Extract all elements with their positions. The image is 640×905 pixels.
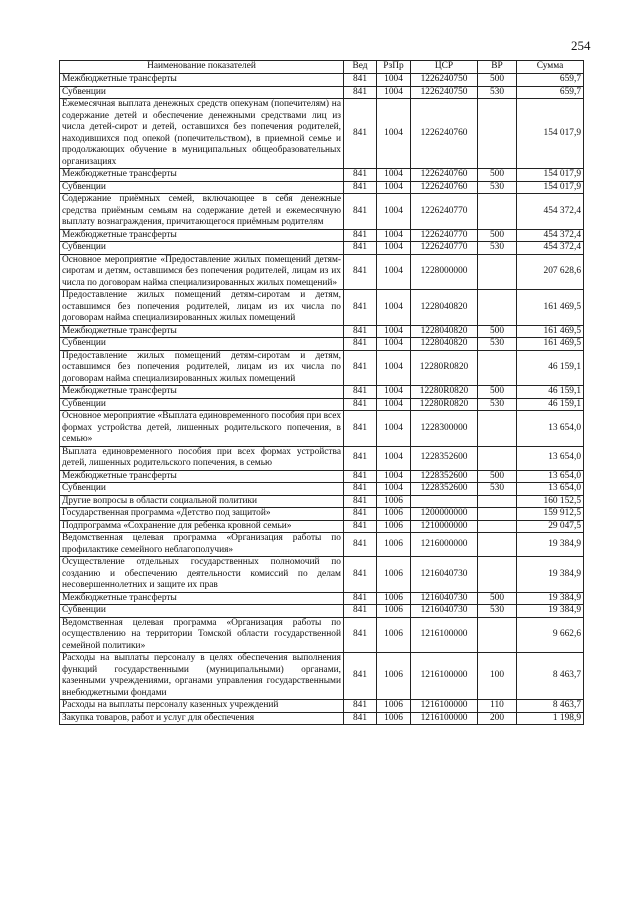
table-row bbox=[60, 653, 584, 700]
cell-rzpr: 1004 bbox=[377, 74, 411, 87]
cell-rzpr: 1004 bbox=[377, 99, 411, 169]
cell-sum: 454 372,4 bbox=[517, 229, 584, 242]
cell-sum: 160 152,5 bbox=[517, 495, 584, 508]
table-row bbox=[60, 194, 584, 230]
cell-vr: 500 bbox=[478, 229, 517, 242]
cell-name: Межбюджетные трансферты bbox=[60, 325, 344, 338]
cell-ved: 841 bbox=[344, 592, 377, 605]
table-row bbox=[60, 470, 584, 483]
cell-name: Межбюджетные трансферты bbox=[60, 74, 344, 87]
cell-rzpr: 1004 bbox=[377, 169, 411, 182]
page-number: 254 bbox=[571, 38, 591, 53]
cell-vr: 530 bbox=[478, 483, 517, 496]
header-csr: ЦСР bbox=[411, 61, 478, 74]
cell-vr bbox=[478, 194, 517, 230]
table-row bbox=[60, 254, 584, 290]
header-rzpr: РзПр bbox=[377, 61, 411, 74]
cell-vr: 500 bbox=[478, 592, 517, 605]
cell-ved: 841 bbox=[344, 181, 377, 194]
cell-rzpr: 1004 bbox=[377, 290, 411, 326]
cell-sum: 9 662,6 bbox=[517, 617, 584, 653]
cell-rzpr: 1004 bbox=[377, 446, 411, 470]
cell-ved: 841 bbox=[344, 254, 377, 290]
cell-name: Государственная программа «Детство под защитой» bbox=[60, 508, 344, 521]
cell-csr: 1216040730 bbox=[411, 592, 478, 605]
cell-sum: 207 628,6 bbox=[517, 254, 584, 290]
table-row bbox=[60, 386, 584, 399]
cell-csr: 1226240760 bbox=[411, 99, 478, 169]
table-row bbox=[60, 74, 584, 87]
cell-ved: 841 bbox=[344, 508, 377, 521]
cell-sum: 29 047,5 bbox=[517, 520, 584, 533]
cell-name: Расходы на выплаты персоналу казенных учреждений bbox=[60, 700, 344, 713]
cell-vr: 500 bbox=[478, 325, 517, 338]
cell-ved: 841 bbox=[344, 617, 377, 653]
cell-rzpr: 1006 bbox=[377, 557, 411, 593]
table-row bbox=[60, 508, 584, 521]
cell-csr: 1216040730 bbox=[411, 557, 478, 593]
table-row bbox=[60, 520, 584, 533]
table-row bbox=[60, 86, 584, 99]
cell-name: Межбюджетные трансферты bbox=[60, 386, 344, 399]
cell-sum: 19 384,9 bbox=[517, 605, 584, 618]
cell-csr: 1216100000 bbox=[411, 712, 478, 725]
cell-name: Закупка товаров, работ и услуг для обеспечения bbox=[60, 712, 344, 725]
table-row bbox=[60, 557, 584, 593]
cell-rzpr: 1004 bbox=[377, 483, 411, 496]
cell-sum: 13 654,0 bbox=[517, 470, 584, 483]
cell-sum: 19 384,9 bbox=[517, 557, 584, 593]
table-row bbox=[60, 533, 584, 557]
cell-csr: 1228040820 bbox=[411, 290, 478, 326]
cell-csr: 1226240760 bbox=[411, 169, 478, 182]
cell-name: Субвенции bbox=[60, 242, 344, 255]
cell-vr bbox=[478, 533, 517, 557]
cell-ved: 841 bbox=[344, 712, 377, 725]
cell-sum: 19 384,9 bbox=[517, 592, 584, 605]
cell-csr: 12280R0820 bbox=[411, 350, 478, 386]
cell-rzpr: 1006 bbox=[377, 712, 411, 725]
cell-name: Субвенции bbox=[60, 483, 344, 496]
cell-sum: 1 198,9 bbox=[517, 712, 584, 725]
cell-ved: 841 bbox=[344, 446, 377, 470]
cell-vr bbox=[478, 350, 517, 386]
cell-ved: 841 bbox=[344, 495, 377, 508]
cell-rzpr: 1004 bbox=[377, 181, 411, 194]
cell-ved: 841 bbox=[344, 520, 377, 533]
cell-sum: 46 159,1 bbox=[517, 350, 584, 386]
cell-ved: 841 bbox=[344, 398, 377, 411]
cell-csr: 1216040730 bbox=[411, 605, 478, 618]
cell-csr: 1228300000 bbox=[411, 411, 478, 447]
cell-vr bbox=[478, 508, 517, 521]
cell-csr: 1228040820 bbox=[411, 325, 478, 338]
cell-rzpr: 1004 bbox=[377, 398, 411, 411]
cell-rzpr: 1006 bbox=[377, 508, 411, 521]
table-row bbox=[60, 229, 584, 242]
cell-rzpr: 1004 bbox=[377, 194, 411, 230]
cell-csr: 1226240770 bbox=[411, 229, 478, 242]
cell-vr: 500 bbox=[478, 386, 517, 399]
cell-ved: 841 bbox=[344, 557, 377, 593]
cell-ved: 841 bbox=[344, 74, 377, 87]
cell-csr: 12280R0820 bbox=[411, 398, 478, 411]
cell-name: Субвенции bbox=[60, 86, 344, 99]
cell-name: Субвенции bbox=[60, 338, 344, 351]
table-row bbox=[60, 325, 584, 338]
cell-csr bbox=[411, 495, 478, 508]
table-row bbox=[60, 290, 584, 326]
cell-sum: 161 469,5 bbox=[517, 325, 584, 338]
table-row bbox=[60, 242, 584, 255]
cell-rzpr: 1006 bbox=[377, 605, 411, 618]
header-ved: Вед bbox=[344, 61, 377, 74]
cell-sum: 8 463,7 bbox=[517, 653, 584, 700]
cell-rzpr: 1006 bbox=[377, 653, 411, 700]
cell-csr: 12280R0820 bbox=[411, 386, 478, 399]
cell-name: Основное мероприятие «Выплата единовременного пособия при всех формах устройства детей, лишенных родительского попечения, в семью» bbox=[60, 411, 344, 447]
cell-csr: 1210000000 bbox=[411, 520, 478, 533]
cell-sum: 159 912,5 bbox=[517, 508, 584, 521]
cell-sum: 161 469,5 bbox=[517, 290, 584, 326]
cell-sum: 13 654,0 bbox=[517, 446, 584, 470]
cell-name: Субвенции bbox=[60, 398, 344, 411]
cell-vr bbox=[478, 520, 517, 533]
cell-csr: 1228352600 bbox=[411, 446, 478, 470]
cell-csr: 1226240750 bbox=[411, 74, 478, 87]
table-row bbox=[60, 169, 584, 182]
cell-csr: 1228000000 bbox=[411, 254, 478, 290]
cell-vr: 530 bbox=[478, 398, 517, 411]
cell-name: Межбюджетные трансферты bbox=[60, 592, 344, 605]
cell-ved: 841 bbox=[344, 99, 377, 169]
cell-name: Межбюджетные трансферты bbox=[60, 169, 344, 182]
cell-csr: 1228352600 bbox=[411, 470, 478, 483]
cell-sum: 19 384,9 bbox=[517, 533, 584, 557]
table-header-row bbox=[60, 61, 584, 74]
cell-vr bbox=[478, 446, 517, 470]
cell-csr: 1226240770 bbox=[411, 194, 478, 230]
cell-name: Субвенции bbox=[60, 181, 344, 194]
cell-sum: 154 017,9 bbox=[517, 99, 584, 169]
cell-vr: 500 bbox=[478, 470, 517, 483]
cell-vr bbox=[478, 557, 517, 593]
cell-ved: 841 bbox=[344, 86, 377, 99]
cell-vr: 500 bbox=[478, 74, 517, 87]
table-row bbox=[60, 712, 584, 725]
cell-vr: 500 bbox=[478, 169, 517, 182]
cell-vr: 530 bbox=[478, 242, 517, 255]
cell-sum: 454 372,4 bbox=[517, 194, 584, 230]
cell-csr: 1216100000 bbox=[411, 617, 478, 653]
cell-name: Осуществление отдельных государственных полномочий по созданию и обеспечению деятельности комиссий по делам несовершеннолетних и защите их прав bbox=[60, 557, 344, 593]
cell-sum: 161 469,5 bbox=[517, 338, 584, 351]
cell-sum: 154 017,9 bbox=[517, 169, 584, 182]
cell-vr: 530 bbox=[478, 605, 517, 618]
cell-vr bbox=[478, 617, 517, 653]
cell-ved: 841 bbox=[344, 229, 377, 242]
cell-name: Основное мероприятие «Предоставление жилых помещений детям-сиротам и детям, оставшимся без попечения родителей, лицам из их числа по договорам найма специализированных жилых помещений» bbox=[60, 254, 344, 290]
cell-vr bbox=[478, 411, 517, 447]
cell-csr: 1200000000 bbox=[411, 508, 478, 521]
table-row bbox=[60, 99, 584, 169]
cell-vr: 530 bbox=[478, 86, 517, 99]
cell-rzpr: 1004 bbox=[377, 338, 411, 351]
cell-name: Выплата единовременного пособия при всех формах устройства детей, лишенных родительского попечения, в семью bbox=[60, 446, 344, 470]
table-row bbox=[60, 338, 584, 351]
cell-csr: 1216100000 bbox=[411, 700, 478, 713]
cell-ved: 841 bbox=[344, 470, 377, 483]
cell-name: Расходы на выплаты персоналу в целях обеспечения выполнения функций государственными (муниципальными) органами, казенными учреждениями, органами управления государственными внебюджетными фондами bbox=[60, 653, 344, 700]
cell-sum: 46 159,1 bbox=[517, 398, 584, 411]
cell-ved: 841 bbox=[344, 194, 377, 230]
cell-ved: 841 bbox=[344, 290, 377, 326]
header-vr: ВР bbox=[478, 61, 517, 74]
cell-ved: 841 bbox=[344, 350, 377, 386]
table-row bbox=[60, 483, 584, 496]
table-row bbox=[60, 605, 584, 618]
cell-ved: 841 bbox=[344, 483, 377, 496]
cell-ved: 841 bbox=[344, 338, 377, 351]
cell-csr: 1226240770 bbox=[411, 242, 478, 255]
table-row bbox=[60, 700, 584, 713]
cell-vr bbox=[478, 99, 517, 169]
table-row bbox=[60, 398, 584, 411]
cell-vr: 530 bbox=[478, 338, 517, 351]
header-sum: Сумма bbox=[517, 61, 584, 74]
cell-rzpr: 1006 bbox=[377, 495, 411, 508]
cell-sum: 659,7 bbox=[517, 74, 584, 87]
header-name: Наименование показателей bbox=[60, 61, 344, 74]
table-row bbox=[60, 350, 584, 386]
cell-name: Подпрограмма «Сохранение для ребенка кровной семьи» bbox=[60, 520, 344, 533]
budget-table bbox=[59, 60, 584, 725]
cell-rzpr: 1006 bbox=[377, 520, 411, 533]
cell-sum: 154 017,9 bbox=[517, 181, 584, 194]
cell-rzpr: 1006 bbox=[377, 700, 411, 713]
cell-rzpr: 1004 bbox=[377, 470, 411, 483]
cell-name: Предоставление жилых помещений детям-сиротам и детям, оставшимся без попечения родителей, лицам из их числа по договорам найма специализированных жилых помещений bbox=[60, 350, 344, 386]
cell-name: Ведомственная целевая программа «Организация работы по профилактике семейного неблагополучия» bbox=[60, 533, 344, 557]
cell-sum: 13 654,0 bbox=[517, 483, 584, 496]
cell-sum: 659,7 bbox=[517, 86, 584, 99]
table-row bbox=[60, 617, 584, 653]
cell-csr: 1228352600 bbox=[411, 483, 478, 496]
cell-name: Межбюджетные трансферты bbox=[60, 470, 344, 483]
cell-name: Содержание приёмных семей, включающее в себя денежные средства приёмным семьям на содержание детей и ежемесячную выплату вознаграждения, причитающегося приёмным родителям bbox=[60, 194, 344, 230]
cell-rzpr: 1004 bbox=[377, 386, 411, 399]
cell-rzpr: 1006 bbox=[377, 592, 411, 605]
cell-ved: 841 bbox=[344, 605, 377, 618]
cell-rzpr: 1004 bbox=[377, 254, 411, 290]
cell-csr: 1226240760 bbox=[411, 181, 478, 194]
cell-name: Ежемесячная выплата денежных средств опекунам (попечителям) на содержание детей и обеспечение денежными средствами лиц из числа детей-сирот и детей, оставшихся без попечения родителей, находившихся под опекой (попечительством), в приемной семье и продолжающих обучение в муниципальных общеобразовательных организациях bbox=[60, 99, 344, 169]
cell-rzpr: 1004 bbox=[377, 229, 411, 242]
cell-rzpr: 1004 bbox=[377, 350, 411, 386]
cell-ved: 841 bbox=[344, 411, 377, 447]
cell-ved: 841 bbox=[344, 653, 377, 700]
cell-name: Межбюджетные трансферты bbox=[60, 229, 344, 242]
table-row bbox=[60, 181, 584, 194]
cell-ved: 841 bbox=[344, 242, 377, 255]
cell-vr: 530 bbox=[478, 181, 517, 194]
table-row bbox=[60, 446, 584, 470]
cell-vr: 100 bbox=[478, 653, 517, 700]
cell-vr: 200 bbox=[478, 712, 517, 725]
cell-csr: 1216100000 bbox=[411, 653, 478, 700]
cell-csr: 1226240750 bbox=[411, 86, 478, 99]
cell-vr bbox=[478, 254, 517, 290]
cell-rzpr: 1006 bbox=[377, 533, 411, 557]
cell-rzpr: 1006 bbox=[377, 617, 411, 653]
cell-ved: 841 bbox=[344, 386, 377, 399]
cell-csr: 1216000000 bbox=[411, 533, 478, 557]
cell-rzpr: 1004 bbox=[377, 242, 411, 255]
cell-name: Субвенции bbox=[60, 605, 344, 618]
cell-vr bbox=[478, 495, 517, 508]
cell-ved: 841 bbox=[344, 325, 377, 338]
cell-ved: 841 bbox=[344, 169, 377, 182]
table-row bbox=[60, 411, 584, 447]
cell-rzpr: 1004 bbox=[377, 325, 411, 338]
cell-sum: 13 654,0 bbox=[517, 411, 584, 447]
cell-name: Ведомственная целевая программа «Организация работы по осуществлению на территории Томской области государственной семейной политики» bbox=[60, 617, 344, 653]
cell-name: Другие вопросы в области социальной политики bbox=[60, 495, 344, 508]
cell-sum: 8 463,7 bbox=[517, 700, 584, 713]
cell-sum: 46 159,1 bbox=[517, 386, 584, 399]
cell-rzpr: 1004 bbox=[377, 411, 411, 447]
cell-ved: 841 bbox=[344, 700, 377, 713]
table-row bbox=[60, 495, 584, 508]
cell-vr bbox=[478, 290, 517, 326]
cell-rzpr: 1004 bbox=[377, 86, 411, 99]
cell-name: Предоставление жилых помещений детям-сиротам и детям, оставшимся без попечения родителей, лицам из их числа по договорам найма специализированных жилых помещений bbox=[60, 290, 344, 326]
cell-sum: 454 372,4 bbox=[517, 242, 584, 255]
cell-csr: 1228040820 bbox=[411, 338, 478, 351]
cell-ved: 841 bbox=[344, 533, 377, 557]
cell-vr: 110 bbox=[478, 700, 517, 713]
table-row bbox=[60, 592, 584, 605]
